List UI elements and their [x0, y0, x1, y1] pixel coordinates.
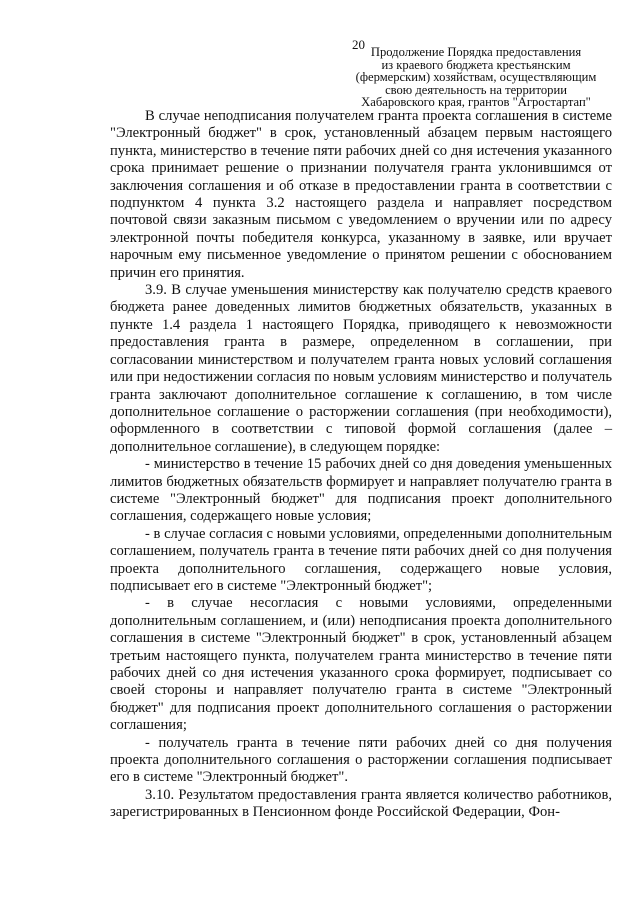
paragraph: 3.10. Результатом предоставления гранта является количество работников, зарегистрированных в Пенсионном фонде Российской Федерации, Фон-: [110, 786, 612, 821]
paragraph: 3.9. В случае уменьшения министерству как получателю средств краевого бюджета ранее доведенных лимитов бюджетных обязательств, указанных в пункте 1.4 раздела 1 настоящего Порядка, приводящего к невозможности предоставления гранта в размере, определенном в соглашении, при согласовании министерством и получателем гранта новых условий соглашения или при недостижении согласия по новым условиям министерство и получатель гранта заключают дополнительное соглашение к соглашению, в том числе дополнительное соглашение о расторжении соглашения (при необходимости), оформленного в соответствии с типовой формой соглашения (далее – дополнительное соглашение), в следующем порядке:: [110, 282, 612, 455]
header-line: свою деятельность на территории: [385, 82, 567, 97]
list-item: - в случае согласия с новыми условиями, определенными дополнительным соглашением, получатель гранта в течение пяти рабочих дней со дня получения проекта дополнительного соглашения, содержащего новые условия, подписывает его в системе "Электронный бюджет";: [110, 525, 612, 594]
list-item: - получатель гранта в течение пяти рабочих дней со дня получения проекта дополнительного соглашения о расторжении соглашения подписывает его в системе "Электронный бюджет".: [110, 734, 612, 786]
header-line: Хабаровского края, грантов "Агростартап": [361, 95, 591, 110]
document-header: [340, 46, 612, 109]
paragraph: В случае неподписания получателем гранта проекта соглашения в системе "Электронный бюджет" в срок, установленный абзацем первым настоящего пункта, министерство в течение пяти рабочих дней со дня истечения указанного срока принимает решение о признании получателя гранта уклонившимся от заключения соглашения и об отказе в предоставлении гранта в соответствии с подпунктом 4 пункта 3.2 настоящего раздела и направляет посредством почтовой связи заказным письмом с уведомлением о вручении или по адресу электронной почты победителя конкурса, указанному в заявке, или вручает нарочным ему письменное уведомление о принятом решении с обоснованием причин его принятия.: [110, 108, 612, 281]
header-line: (фермерским) хозяйствам, осуществляющим: [355, 70, 597, 85]
list-item: - министерство в течение 15 рабочих дней со дня доведения уменьшенных лимитов бюджетных обязательств формирует и направляет получателю гранта в системе "Электронный бюджет" для подписания проект дополнительного соглашения, содержащего новые условия;: [110, 456, 612, 525]
header-line: из краевого бюджета крестьянским: [381, 57, 571, 72]
document-body: [110, 108, 612, 822]
list-item: - в случае несогласия с новыми условиями, определенными дополнительным соглашением, и (или) неподписания проекта дополнительного соглашения в системе "Электронный бюджет" в срок, установленный абзацем третьим настоящего пункта, получателем гранта министерство в течение пяти рабочих дней со дня истечения указанного срока формирует, подписывает со своей стороны и направляет получателю гранта в системе "Электронный бюджет" для подписания проект дополнительного соглашения о расторжении соглашения;: [110, 595, 612, 734]
page-number: 20: [352, 37, 365, 52]
header-line: Продолжение Порядка предоставления: [370, 45, 582, 59]
